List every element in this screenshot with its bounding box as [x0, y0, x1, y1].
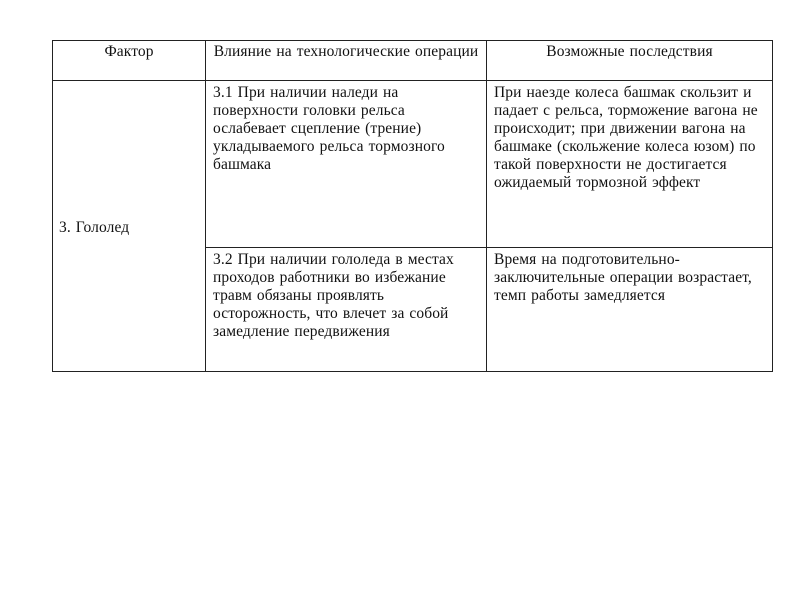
header-impact: Влияние на технологические операции — [206, 41, 487, 81]
header-row — [53, 41, 773, 81]
table-body — [53, 81, 773, 372]
table-row — [53, 81, 773, 248]
impact-cell — [206, 248, 487, 372]
impact-text: 3.1 При наличии наледи на поверхности головки рельса ослабевает сцепление (трение) укладываемого рельса тормозного башмака — [213, 84, 445, 173]
header-factor: Фактор — [53, 41, 206, 81]
factor-label: 3. Гололед — [59, 218, 130, 236]
header-consequences: Возможные последствия — [487, 41, 773, 81]
factor-table — [52, 40, 773, 372]
consequences-cell — [487, 248, 773, 372]
consequences-text: При наезде колеса башмак скользит и падает с рельса, торможение вагона не происходит; при движении вагона на башмаке (скольжение колеса юзом) по такой поверхности не достигается ожидаемый тормозной эффект — [494, 84, 758, 191]
impact-cell — [206, 81, 487, 248]
impact-text: 3.2 При наличии гололеда в местах проходов работники во избежание травм обязаны проявлять осторожность, что влечет за собой замедление передвижения — [213, 251, 454, 340]
consequences-cell — [487, 81, 773, 248]
factor-cell — [53, 81, 206, 372]
table-header — [53, 41, 773, 81]
consequences-text: Время на подготовительно-заключительные операции возрастает, темп работы замедляется — [494, 251, 752, 304]
